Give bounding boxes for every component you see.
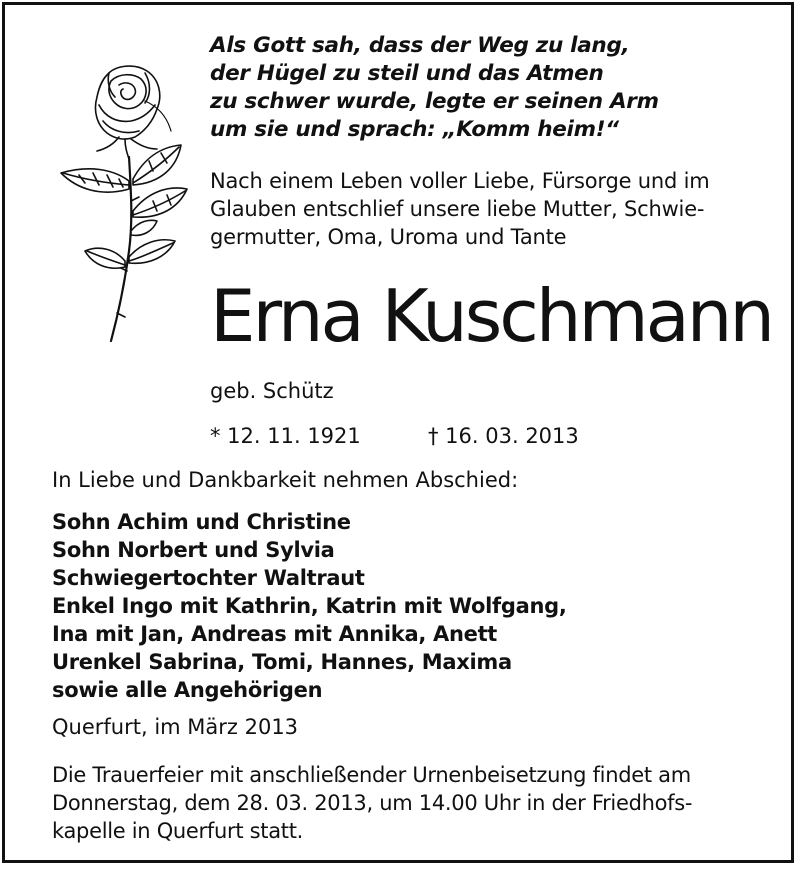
birth-name: geb. Schütz [210, 379, 334, 403]
intro-line: germutter, Oma, Uroma und Tante [210, 225, 567, 249]
funeral-service-info [52, 761, 772, 845]
obituary-notice [2, 2, 794, 863]
deceased-name: Erna Kuschmann [210, 274, 772, 358]
intro-text [210, 167, 770, 251]
verse-line: der Hügel zu steil und das Atmen [210, 61, 604, 86]
mourner-entry: Ina mit Jan, Andreas mit Annika, Anett [52, 622, 498, 646]
mourner-entry: Schwiegertochter Waltraut [52, 566, 365, 590]
mourners-list [52, 508, 772, 704]
mourner-entry: Sohn Achim und Christine [52, 510, 351, 534]
death-date: † 16. 03. 2013 [428, 424, 579, 448]
service-line: kapelle in Querfurt statt. [52, 819, 304, 843]
verse-line: Als Gott sah, dass der Weg zu lang, [210, 33, 630, 58]
place-date: Querfurt, im März 2013 [52, 715, 299, 739]
service-line: Donnerstag, dem 28. 03. 2013, um 14.00 Uhr in der Friedhofs- [52, 791, 693, 815]
life-dates [210, 422, 770, 450]
intro-line: Glauben entschlief unsere liebe Mutter, Schwie- [210, 197, 705, 221]
mourner-entry: Urenkel Sabrina, Tomi, Hannes, Maxima [52, 650, 512, 674]
verse-line: zu schwer wurde, legte er seinen Arm [210, 89, 659, 114]
service-line: Die Trauerfeier mit anschließender Urnenbeisetzung findet am [52, 763, 691, 787]
intro-line: Nach einem Leben voller Liebe, Fürsorge und im [210, 169, 710, 193]
mourner-entry: Sohn Norbert und Sylvia [52, 538, 335, 562]
mourner-entry: sowie alle Angehörigen [52, 678, 323, 702]
farewell-line: In Liebe und Dankbarkeit nehmen Abschied: [52, 468, 519, 492]
mourner-entry: Enkel Ingo mit Kathrin, Katrin mit Wolfgang, [52, 594, 567, 618]
rose-icon [49, 61, 189, 351]
birth-date: * 12. 11. 1921 [210, 424, 361, 448]
verse-line: um sie und sprach: „Komm heim!“ [210, 117, 619, 142]
verse-quote [210, 32, 770, 144]
